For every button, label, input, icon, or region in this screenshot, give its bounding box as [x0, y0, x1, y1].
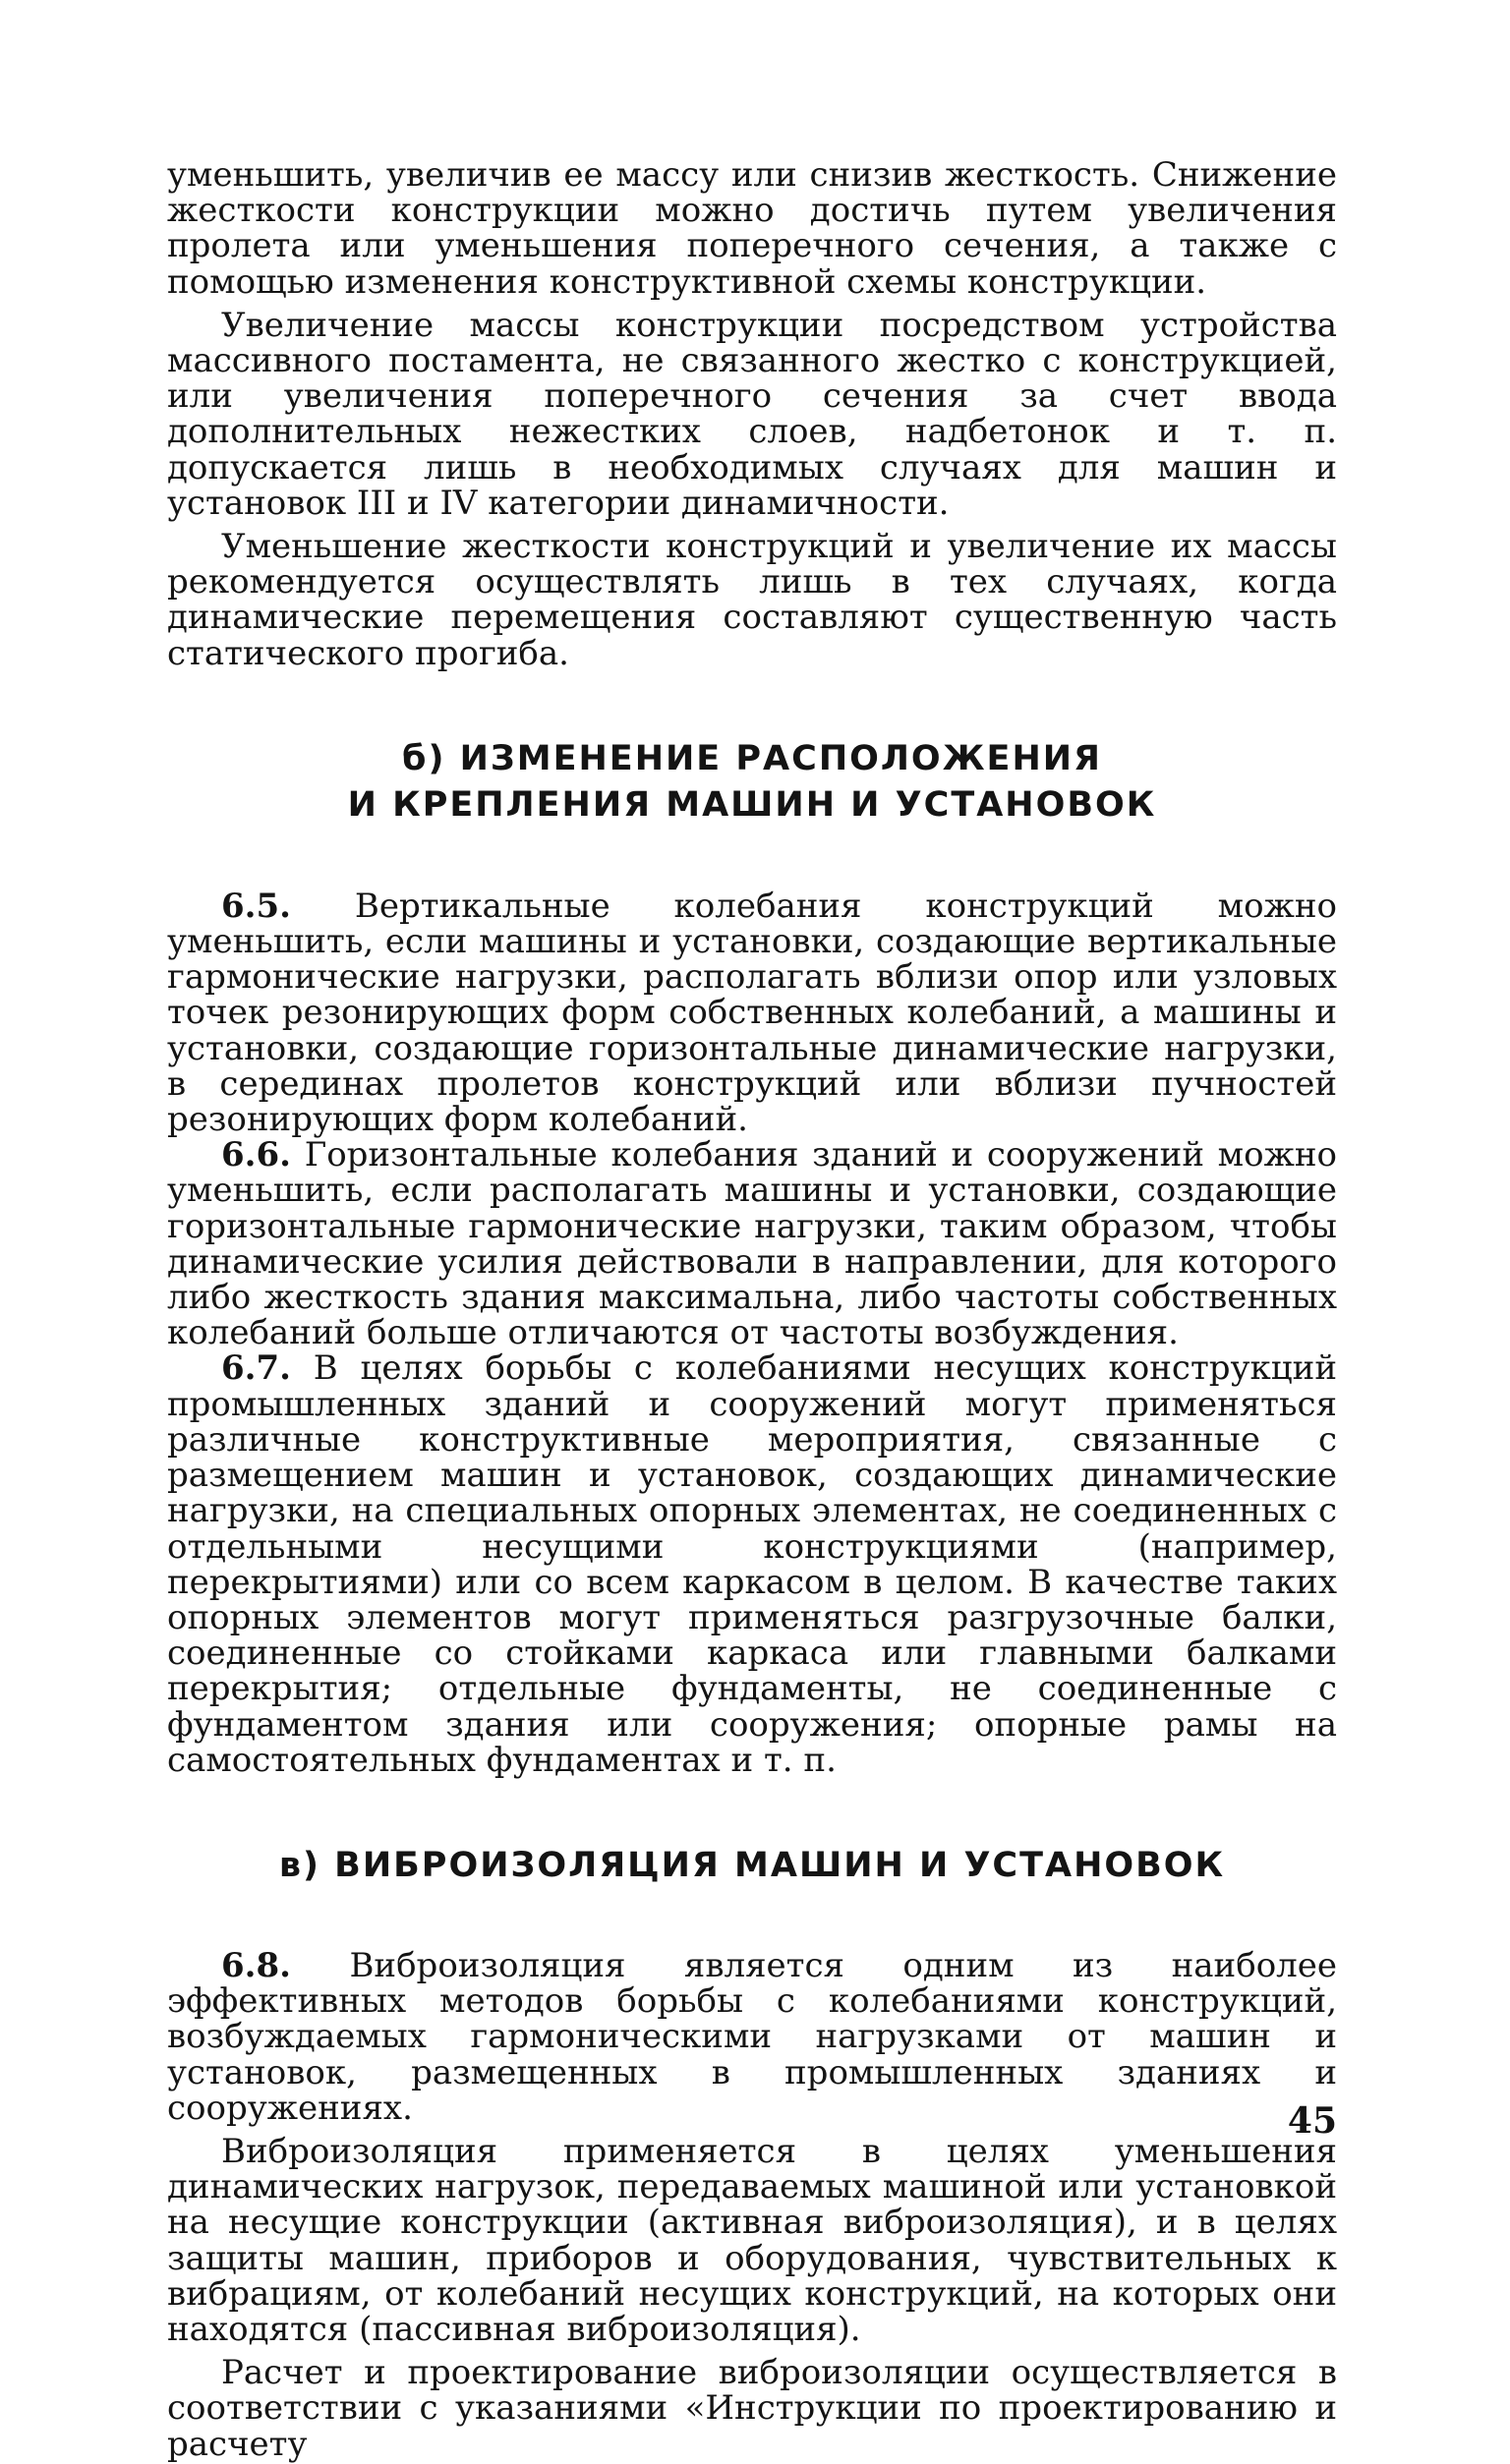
item-number: 6.7. — [221, 1348, 291, 1389]
item-number: 6.8. — [221, 1945, 291, 1985]
page-body — [167, 157, 1337, 2462]
section-b-heading-line1: б) ИЗМЕНЕНИЕ РАСПОЛОЖЕНИЯ — [402, 738, 1102, 778]
item-6-5 — [167, 886, 1338, 1140]
paragraph-vibroisolation-purpose: Виброизоляция применяется в целях уменьшения динамических нагрузок, передаваемых машиной или установкой на несущие конструкции (активная виброизоляция), и в целях защиты машин, приборов и оборудования, чувствительных к вибрациям, от колебаний несущих конструкций, на которых они находятся (пассивная виброизоляция). — [167, 2131, 1337, 2349]
section-b-heading — [167, 736, 1337, 829]
item-text: В целях борьбы с колебаниями несущих конструкций промышленных зданий и сооружений могут применяться различные конструктивные мероприятия, связанные с размещением машин и установок, создающих динамические нагрузки, на специальных опорных элементах, не соединенных с отдельными несущими конструкциями (например, перекрытиями) или со всем каркасом в целом. В качестве таких опорных элементов могут применяться разгрузочные балки, соединенные со стойками каркаса или главными балками перекрытия; отдельные фундаменты, не соединенные с фундаментом здания или сооружения; опорные рамы на самостоятельных фундаментах и т. п. — [167, 1348, 1337, 1780]
paragraph-mass: Увеличение массы конструкции посредством устройства массивного постамента, не связанного жестко с конструкцией, или увеличения поперечного сечения за счет ввода дополнительных нежестких слоев, надбетонок и т. п. допускается лишь в необходимых случаях для машин и установок III и IV категории динамичности. — [167, 305, 1337, 523]
item-6-8 — [167, 1945, 1338, 2128]
item-text: Виброизоляция является одним из наиболее эффективных методов борьбы с колебаниями конструкций, возбуждаемых гармоническими нагрузками от машин и установок, размещенных в промышленных зданиях и сооружениях. — [167, 1945, 1338, 2128]
item-number: 6.6. — [221, 1135, 291, 1175]
paragraph-recommendation: Уменьшение жесткости конструкций и увеличение их массы рекомендуется осуществлять лишь в тех случаях, когда динамические перемещения составляют существенную часть статического прогиба. — [167, 527, 1337, 673]
paragraph-vibroisolation-design: Расчет и проектирование виброизоляции осуществляется в соответствии с указаниями «Инструкции по проектированию и расчету — [167, 2353, 1337, 2464]
page-number: 45 — [1287, 2100, 1337, 2142]
section-b-heading-line2: И КРЕПЛЕНИЯ МАШИН И УСТАНОВОК — [347, 784, 1157, 825]
item-6-7 — [167, 1348, 1337, 1780]
item-6-6 — [167, 1135, 1337, 1353]
paragraph-stiffness: уменьшить, увеличив ее массу или снизив жесткость. Снижение жесткости конструкции можно достичь путем увеличения пролета или уменьшения поперечного сечения, а также с помощью изменения конструктивной схемы конструкции. — [167, 155, 1337, 302]
section-v-heading: в) ВИБРОИЗОЛЯЦИЯ МАШИН И УСТАНОВОК — [278, 1845, 1226, 1885]
item-text: Вертикальные колебания конструкций можно уменьшить, если машины и установки, создающие вертикальные гармонические нагрузки, располагать вблизи опор или узловых точек резонирующих форм собственных колебаний, а машины и установки, создающие горизонтальные динамические нагрузки, в серединах пролетов конструкций или вблизи пучностей резонирующих форм колебаний. — [167, 886, 1338, 1140]
item-number: 6.5. — [221, 886, 291, 926]
item-text: Горизонтальные колебания зданий и сооружений можно уменьшить, если располагать машины и установки, создающие горизонтальные гармонические нагрузки, таким образом, чтобы динамические усилия действовали в направлении, для которого либо жесткость здания максимальна, либо частоты собственных колебаний больше отличаются от частоты возбуждения. — [167, 1135, 1337, 1353]
